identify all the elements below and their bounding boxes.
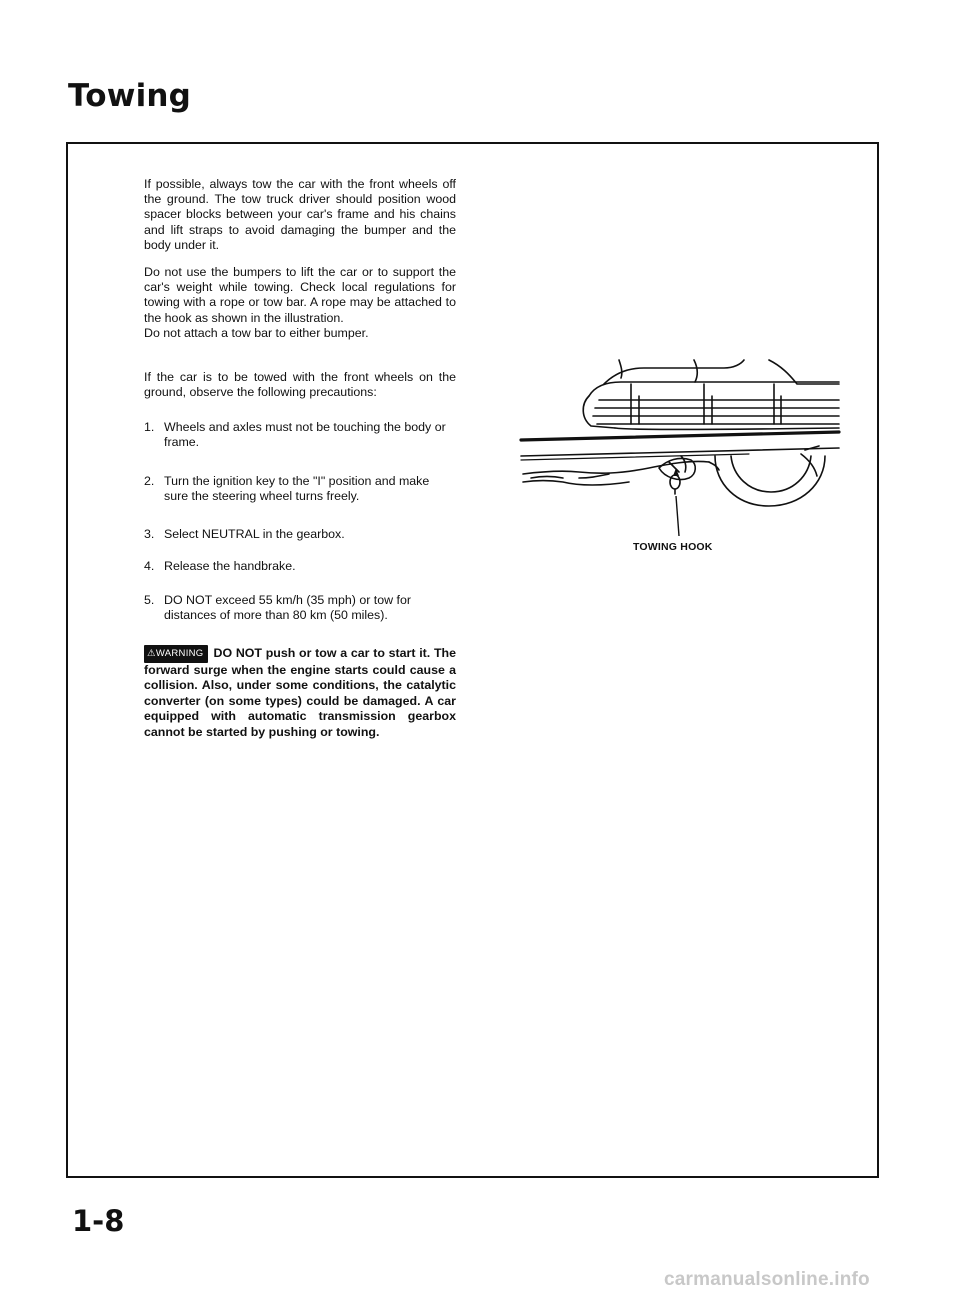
intro-paragraph-3: Do not attach a tow bar to either bumper. [144, 326, 369, 340]
warning-icon: ⚠ [147, 648, 156, 659]
page-title: Towing [68, 78, 192, 114]
car-front-towing-hook-illustration [519, 356, 849, 541]
list-number: 3. [144, 527, 155, 541]
list-number: 5. [144, 593, 155, 607]
towing-hook-label: TOWING HOOK [633, 541, 713, 553]
list-item: Wheels and axles must not be touching the body or frame. [164, 420, 446, 450]
intro-paragraph-4: If the car is to be towed with the front wheels on the ground, observe the following precautions: [144, 370, 456, 400]
intro-paragraph-2: Do not use the bumpers to lift the car or to support the car's weight while towing. Check local regulations for towing with a rope or tow bar. A rope may be attached to the hook as shown in the illustration. [144, 265, 456, 325]
warning-block [144, 645, 456, 741]
warning-text: DO NOT push or tow a car to start it. The forward surge when the engine starts could cause a collision. Also, under some conditions, the catalytic converter (on some types) could be damaged. A car equipped with automatic transmission gearbox cannot be started by pushing or towing. [144, 646, 456, 739]
watermark: carmanualsonline.info [664, 1269, 870, 1290]
list-number: 2. [144, 474, 155, 488]
list-number: 4. [144, 559, 155, 573]
list-number: 1. [144, 420, 155, 434]
intro-paragraph-1: If possible, always tow the car with the front wheels off the ground. The tow truck driver should position wood spacer blocks between your car's frame and his chains and lift straps to avoid damaging the bumper and the body under it. [144, 177, 456, 252]
page-number: 1-8 [72, 1204, 125, 1238]
list-item: Turn the ignition key to the "I" position and make sure the steering wheel turns freely. [164, 474, 430, 504]
list-item: DO NOT exceed 55 km/h (35 mph) or tow for distances of more than 80 km (50 miles). [164, 593, 411, 623]
list-item: Release the handbrake. [164, 559, 296, 573]
warning-badge [144, 645, 208, 663]
warning-badge-label: WARNING [155, 648, 204, 659]
list-item: Select NEUTRAL in the gearbox. [164, 527, 345, 541]
